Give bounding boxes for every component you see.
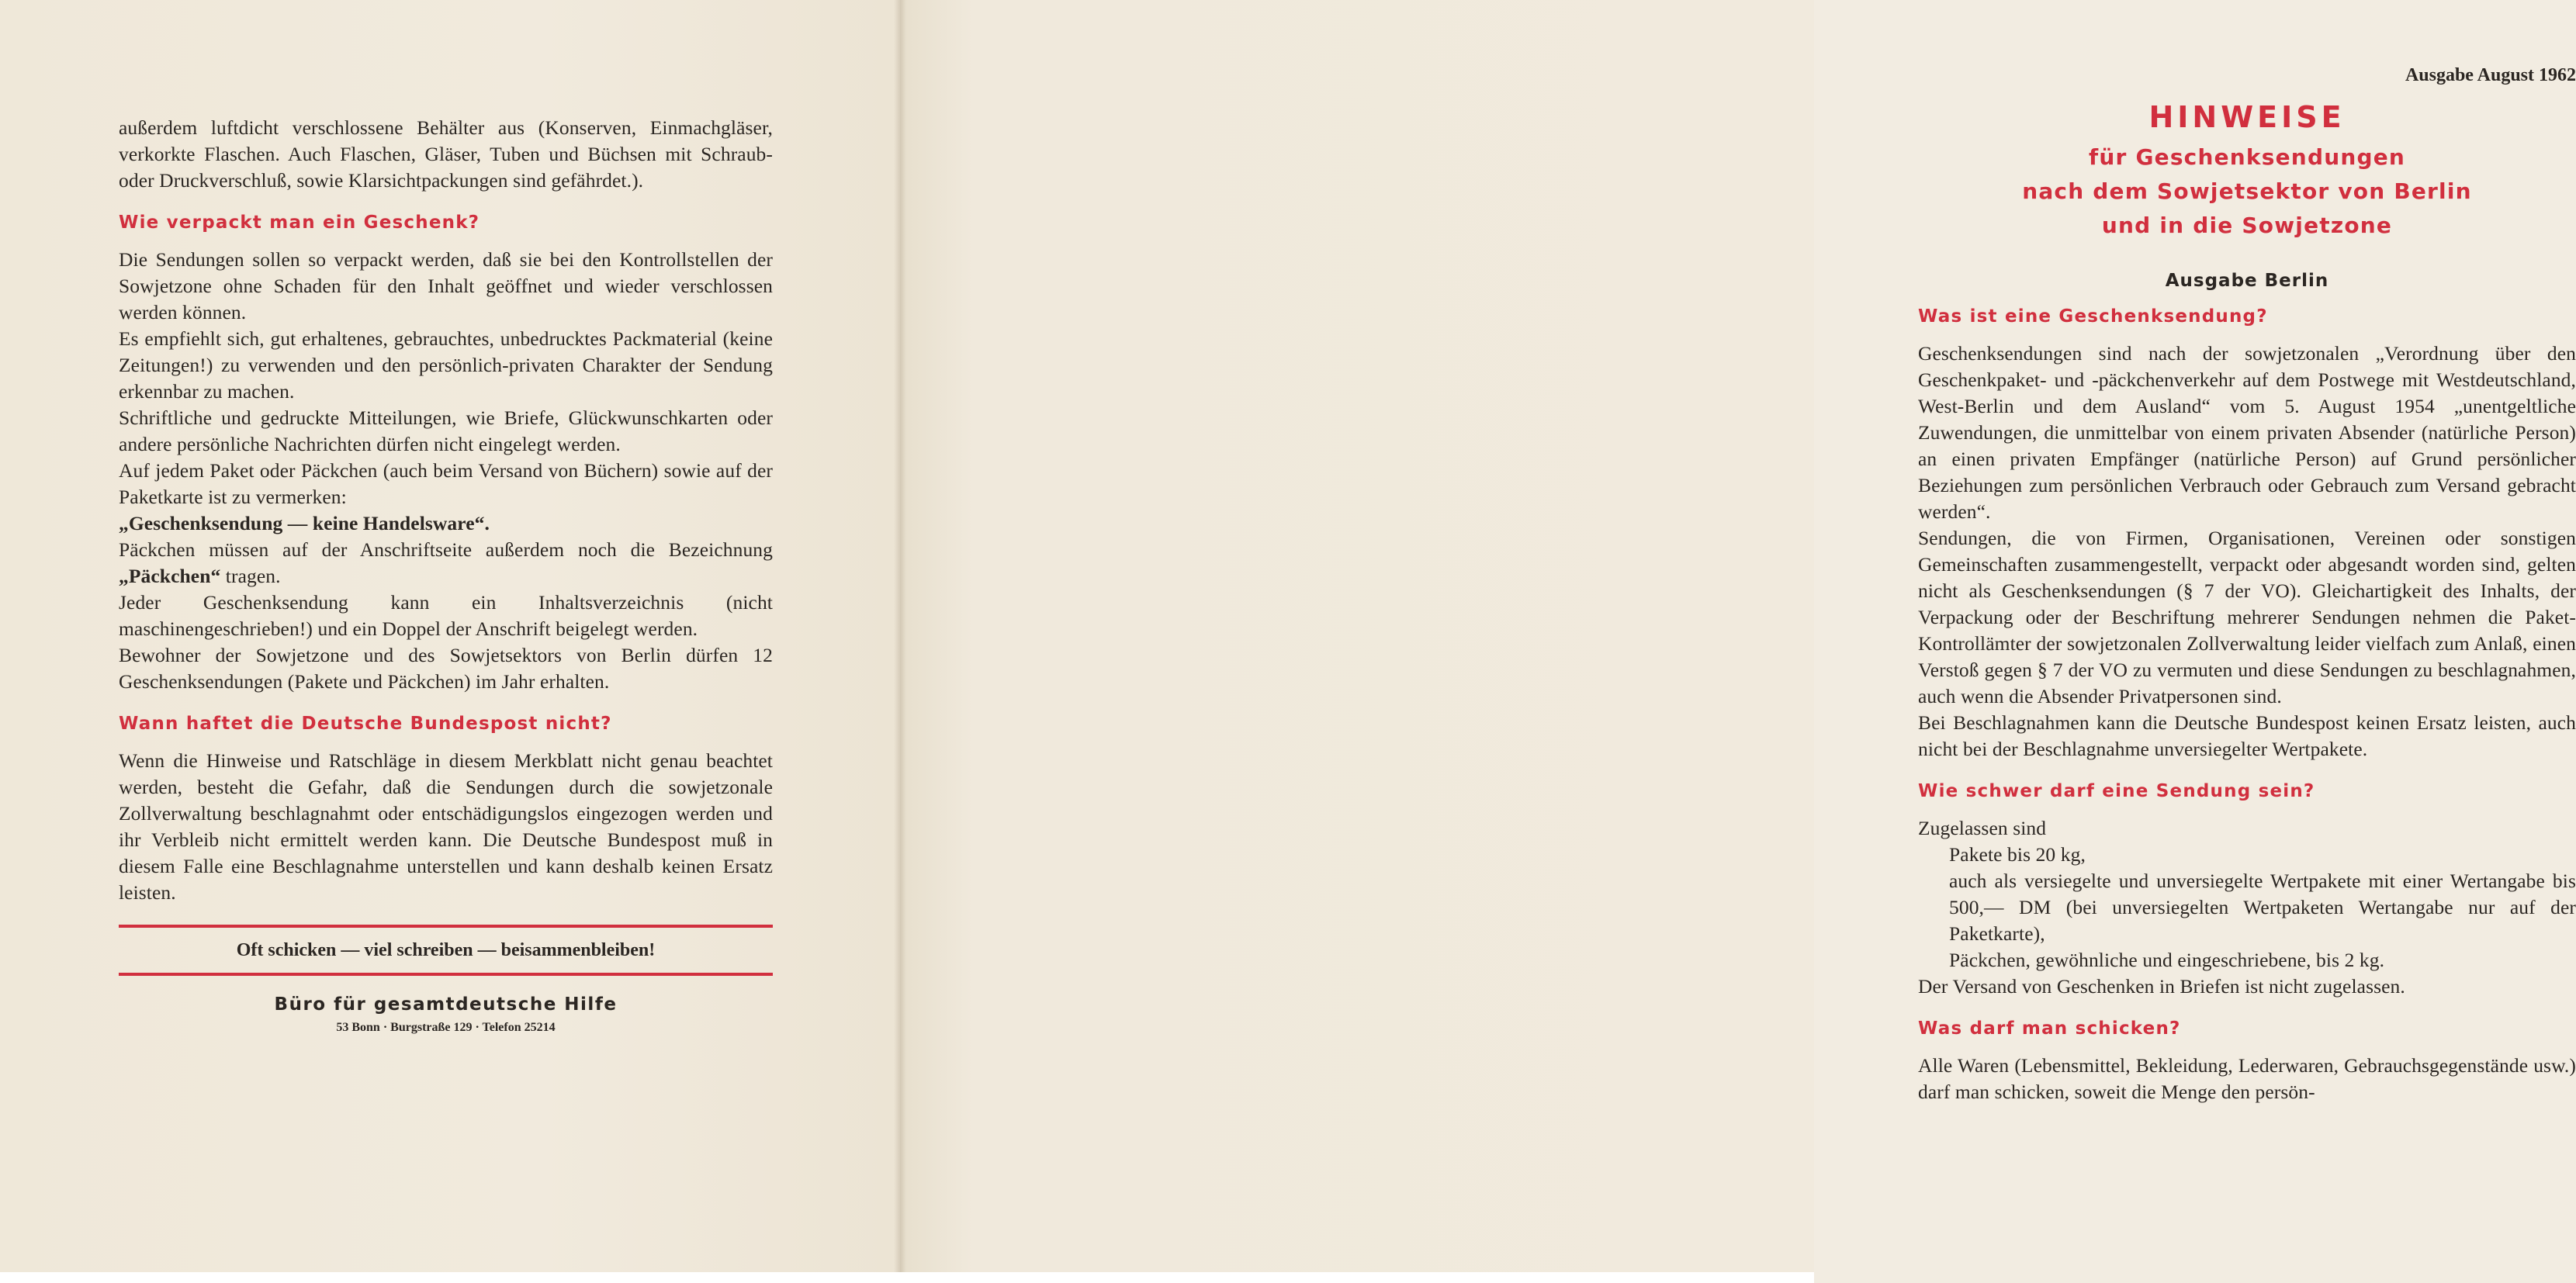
weight-item-packets: Päckchen, gewöhnliche und eingeschriebene, bis 2 kg.: [1949, 949, 2385, 971]
weight-item-value-parcels: auch als versiegelte und unversiegelte Wertpakete mit einer Wertangabe bis 500,— DM (bei unversiegelten Wertpaketen Wertangabe nur auf der Paketkarte),: [1949, 870, 2576, 945]
heading-liability: Wann haftet die Deutsche Bundespost nicht?: [119, 714, 612, 734]
page-fold: [894, 0, 906, 1283]
subtitle-line-1: für Geschenksendungen: [2088, 144, 2406, 170]
definition-paragraph-3: Bei Beschlagnahmen kann die Deutsche Bundespost keinen Ersatz leisten, auch nicht bei der Beschlagnahme unversiegelter Wertpakete.: [1918, 711, 2576, 760]
edition-date: Ausgabe August 1962: [2405, 65, 2576, 85]
right-page: [900, 0, 2576, 1283]
heading-definition: Was ist eine Geschenksendung?: [1918, 306, 2268, 327]
packing-paragraph-5-label: „Päckchen“: [119, 565, 221, 587]
heading-weight: Wie schwer darf eine Sendung sein?: [1918, 781, 2315, 801]
liability-paragraph: Wenn die Hinweise und Ratschläge in diesem Merkblatt nicht genau beachtet werden, besteht die Gefahr, daß die Sendungen durch die sowjetzonale Zollverwaltung beschlagnahmt oder entschädigungslos eingezogen werden und ihr Verbleib nicht ermittelt werden kann. Die Deutsche Bundespost muß in diesem Falle eine Beschlagnahme unterstellen und kann deshalb keinen Ersatz leisten.: [119, 749, 773, 904]
packing-paragraph-2: Es empfiehlt sich, gut erhaltenes, gebrauchtes, unbedrucktes Packmaterial (keine Zeitungen!) zu verwenden und den persönlich-privaten Charakter der Sendung erkennbar zu machen.: [119, 327, 773, 403]
packing-paragraph-3: Schriftliche und gedruckte Mitteilungen, wie Briefe, Glückwunschkarten oder andere persönliche Nachrichten dürfen nicht eingelegt werden.: [119, 406, 773, 455]
packing-paragraph-5: [119, 537, 773, 590]
subtitle: [1918, 140, 2576, 243]
packing-paragraph-6: Jeder Geschenksendung kann ein Inhaltsverzeichnis (nicht maschinengeschrieben!) und ein Doppel der Anschrift beigelegt werden.: [119, 591, 773, 640]
scan-bottom-edge: [0, 1272, 1814, 1283]
packing-paragraph-7: Bewohner der Sowjetzone und des Sowjetsektors von Berlin dürfen 12 Geschenksendungen (Pakete und Päckchen) im Jahr erhalten.: [119, 644, 773, 693]
right-column: [1918, 65, 2576, 1105]
weight-note: Der Versand von Geschenken in Briefen ist nicht zugelassen.: [1918, 975, 2405, 998]
intro-paragraph: außerdem luftdicht verschlossene Behälter aus (Konserven, Einmachgläser, verkorkte Flaschen. Auch Flaschen, Gläser, Tuben und Büchsen mit Schraub- oder Druckverschluß, sowie Klarsichtpackungen sind gefährdet.).: [119, 116, 773, 192]
gift-marking: „Geschenksendung — keine Handelsware“.: [119, 512, 490, 534]
packing-paragraph-4: Auf jedem Paket oder Päckchen (auch beim Versand von Büchern) sowie auf der Paketkarte ist zu vermerken:: [119, 459, 773, 508]
subtitle-line-2: nach dem Sowjetsektor von Berlin: [2022, 178, 2472, 204]
office-name: Büro für gesamtdeutsche Hilfe: [274, 994, 618, 1015]
weight-intro: Zugelassen sind: [1918, 817, 2047, 839]
left-page: [0, 0, 900, 1283]
packing-paragraph-1: Die Sendungen sollen so verpackt werden, daß sie bei den Kontrollstellen der Sowjetzone ohne Schaden für den Inhalt geöffnet und wieder verschlossen werden können.: [119, 248, 773, 323]
allowed-items-paragraph: Alle Waren (Lebensmittel, Bekleidung, Lederwaren, Gebrauchsgegenstände usw.) darf man schicken, soweit die Menge den persön-: [1918, 1054, 2576, 1103]
heading-packing: Wie verpackt man ein Geschenk?: [119, 213, 480, 233]
packing-paragraph-5-a: Päckchen müssen auf der Anschriftseite außerdem noch die Bezeichnung: [119, 538, 773, 561]
left-column: [119, 115, 773, 1035]
main-title: HINWEISE: [2148, 100, 2346, 134]
weight-list: [1918, 842, 2576, 973]
definition-paragraph-1: Geschenksendungen sind nach der sowjetzonalen „Verordnung über den Geschenkpaket- und -päckchenverkehr auf dem Postwege mit Westdeutschland, West-Berlin und dem Ausland“ vom 5. August 1954 „unentgeltliche Zuwendungen, die unmittelbar von einem privaten Absender (natürliche Person) an einen privaten Empfänger (natürliche Person) auf Grund persönlicher Beziehungen zum persönlichen Verbrauch oder Gebrauch zum Versand gebracht werden“.: [1918, 342, 2576, 523]
heading-allowed-items: Was darf man schicken?: [1918, 1018, 2181, 1039]
slogan-bottom-rule: [119, 973, 773, 976]
subtitle-line-3: und in die Sowjetzone: [2101, 213, 2393, 238]
slogan: Oft schicken — viel schreiben — beisammenbleiben!: [236, 940, 656, 960]
definition-paragraph-2: Sendungen, die von Firmen, Organisationen, Vereinen oder sonstigen Gemeinschaften zusammengestellt, verpackt oder abgesandt worden sind, gelten nicht als Geschenksendungen (§ 7 der VO). Gleichartigkeit des Inhalts, der Verpackung oder der Beschriftung mehrerer Sendungen nehmen die Paket-Kontrollämter der sowjetzonalen Zollverwaltung leider vielfach zum Anlaß, einen Verstoß gegen § 7 der VO zu vermuten und diese Sendungen zu beschlagnahmen, auch wenn die Absender Privatpersonen sind.: [1918, 527, 2576, 707]
packing-paragraph-5-c: tragen.: [220, 565, 281, 587]
office-address: 53 Bonn · Burgstraße 129 · Telefon 25214: [336, 1021, 556, 1034]
edition-berlin: Ausgabe Berlin: [2165, 271, 2329, 291]
weight-item-parcels: Pakete bis 20 kg,: [1949, 843, 2086, 866]
